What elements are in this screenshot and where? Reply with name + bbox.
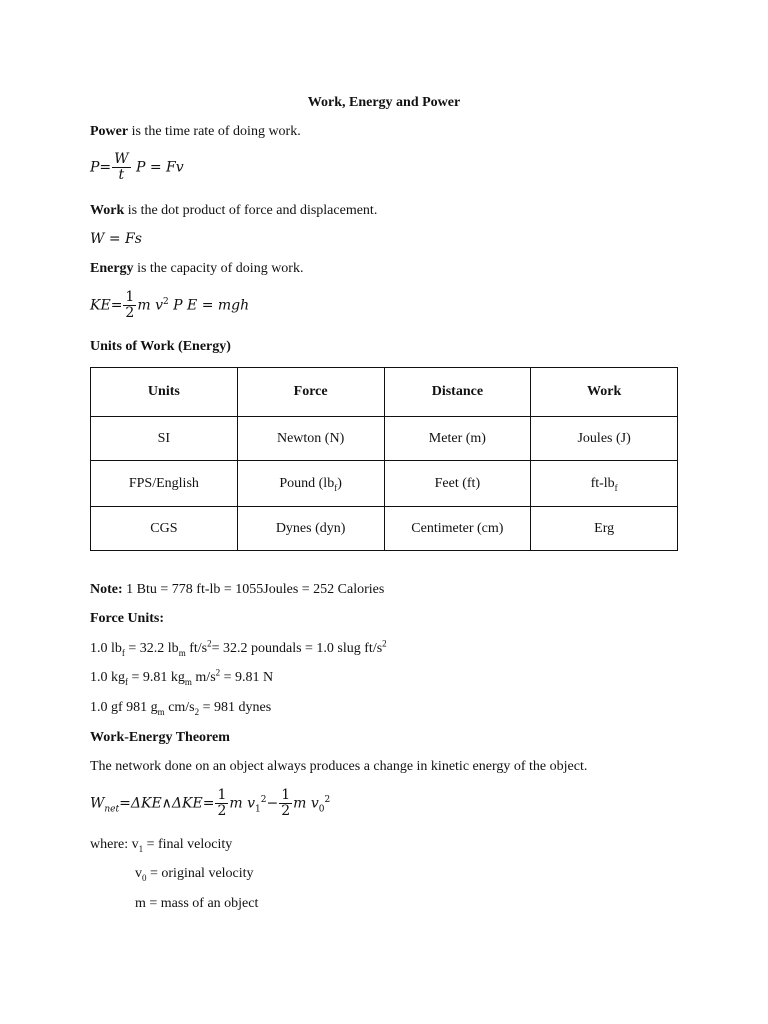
table-row	[91, 507, 678, 551]
fraction-denominator: t	[112, 167, 130, 183]
units-heading: Units of Work (Energy)	[90, 339, 231, 354]
table-header-row	[91, 368, 678, 417]
energy-definition	[90, 262, 303, 276]
where-v1: where: $v_1$ = final velocity	[90, 837, 233, 854]
force-unit-line-lbf: 1.0 $lb_f = 32.2$ $lb_m$ $ft/s^2= 32.2$ poundals = 1.0 slug $ft/s^2$	[90, 638, 387, 658]
table-cell: FPS/English	[91, 461, 238, 507]
cell-text: ft-lb	[590, 475, 615, 491]
formula-pe-mgh: P E = mgh	[173, 297, 250, 314]
table-cell: Joules (J)	[531, 417, 678, 461]
force-line-start: 1.0 lb	[90, 641, 122, 656]
table-cell: Dynes (dyn)	[237, 507, 384, 551]
table-cell: $ft-lb_f$	[531, 461, 678, 507]
units-table	[90, 367, 678, 551]
theorem-heading: Work-Energy Theorem	[90, 730, 230, 745]
note-text: 1 Btu = 778 ft-lb = 1055Joules = 252 Calories	[122, 582, 385, 597]
work-definition-text: is the dot product of force and displacement.	[124, 203, 378, 218]
force-unit-line-gf: 1.0 gf 981 $g_m$ $cm/s_2 = 981$ dynes	[90, 700, 272, 717]
fraction-one-half	[123, 290, 136, 321]
fraction-one-half: $\frac{1}{2}$	[217, 787, 227, 819]
fraction-numerator: W	[114, 151, 129, 167]
formula-symbol-ke: KE	[90, 297, 111, 314]
fraction-denominator: 2	[125, 304, 135, 321]
force-line-start: 1.0 kg	[90, 670, 125, 685]
equals-sign: =	[99, 159, 112, 176]
where-m: m = mass of an object	[135, 896, 259, 911]
where-v0-text: = original velocity	[150, 866, 254, 881]
energy-formula	[90, 290, 249, 321]
page-title: Work, Energy and Power	[307, 95, 461, 110]
table-row	[91, 461, 678, 507]
formula-m-v: m v	[137, 297, 163, 314]
where-v0: $v_0$ = original velocity	[135, 866, 254, 883]
work-term: Work	[90, 203, 125, 218]
table-cell: Meter (m)	[384, 417, 531, 461]
work-definition	[90, 204, 377, 218]
equals-sign: =	[110, 297, 123, 314]
table-row	[91, 417, 678, 461]
energy-term: Energy	[90, 261, 134, 276]
force-unit-line-kgf: 1.0 $kg_f = 9.81$ $kg_m$ $m/s^2 = 9.81$ N	[90, 667, 274, 687]
theorem-text: The network done on an object always produces a change in kinetic energy of the object.	[90, 759, 588, 774]
fraction-numerator: 1	[125, 289, 135, 305]
table-cell: Erg	[531, 507, 678, 551]
work-formula: W = Fs	[90, 231, 142, 247]
exponent-2: 2	[162, 296, 169, 307]
formula-symbol-p: P	[90, 159, 100, 176]
table-header-cell: Force	[237, 368, 384, 417]
table-cell: Pound $(lb_f)$	[237, 461, 384, 507]
power-definition	[90, 125, 301, 139]
power-definition-text: is the time rate of doing work.	[128, 124, 301, 139]
force-line-start: 1.0 gf 981 g	[90, 700, 158, 715]
force-units-heading: Force Units:	[90, 611, 164, 626]
table-cell: CGS	[91, 507, 238, 551]
table-header-cell: Units	[91, 368, 238, 417]
table-cell: SI	[91, 417, 238, 461]
note-label: Note:	[90, 582, 123, 597]
cell-text: Pound (lb	[279, 475, 335, 491]
table-cell: Centimeter (cm)	[384, 507, 531, 551]
power-term: Power	[90, 124, 129, 139]
where-label: where:	[90, 837, 129, 852]
energy-definition-text: is the capacity of doing work.	[133, 261, 304, 276]
table-cell: Newton (N)	[237, 417, 384, 461]
table-header-cell: Distance	[384, 368, 531, 417]
power-formula	[90, 152, 184, 183]
fraction-one-half: $\frac{1}{2}$	[281, 787, 291, 819]
table-cell: Feet (ft)	[384, 461, 531, 507]
theorem-formula: $W_{net}=\Delta KE\wedge\Delta KE=$ $\frac{1}{2}$ m $v_1^2-$ $\frac{1}{2}$ m $v_0^2$	[90, 787, 331, 819]
formula-p-equals-fv: P = Fv	[136, 159, 184, 176]
table-header-cell: Work	[531, 368, 678, 417]
where-v1-text: = final velocity	[146, 837, 233, 852]
fraction-w-over-t	[112, 152, 130, 183]
note-line	[90, 583, 384, 597]
